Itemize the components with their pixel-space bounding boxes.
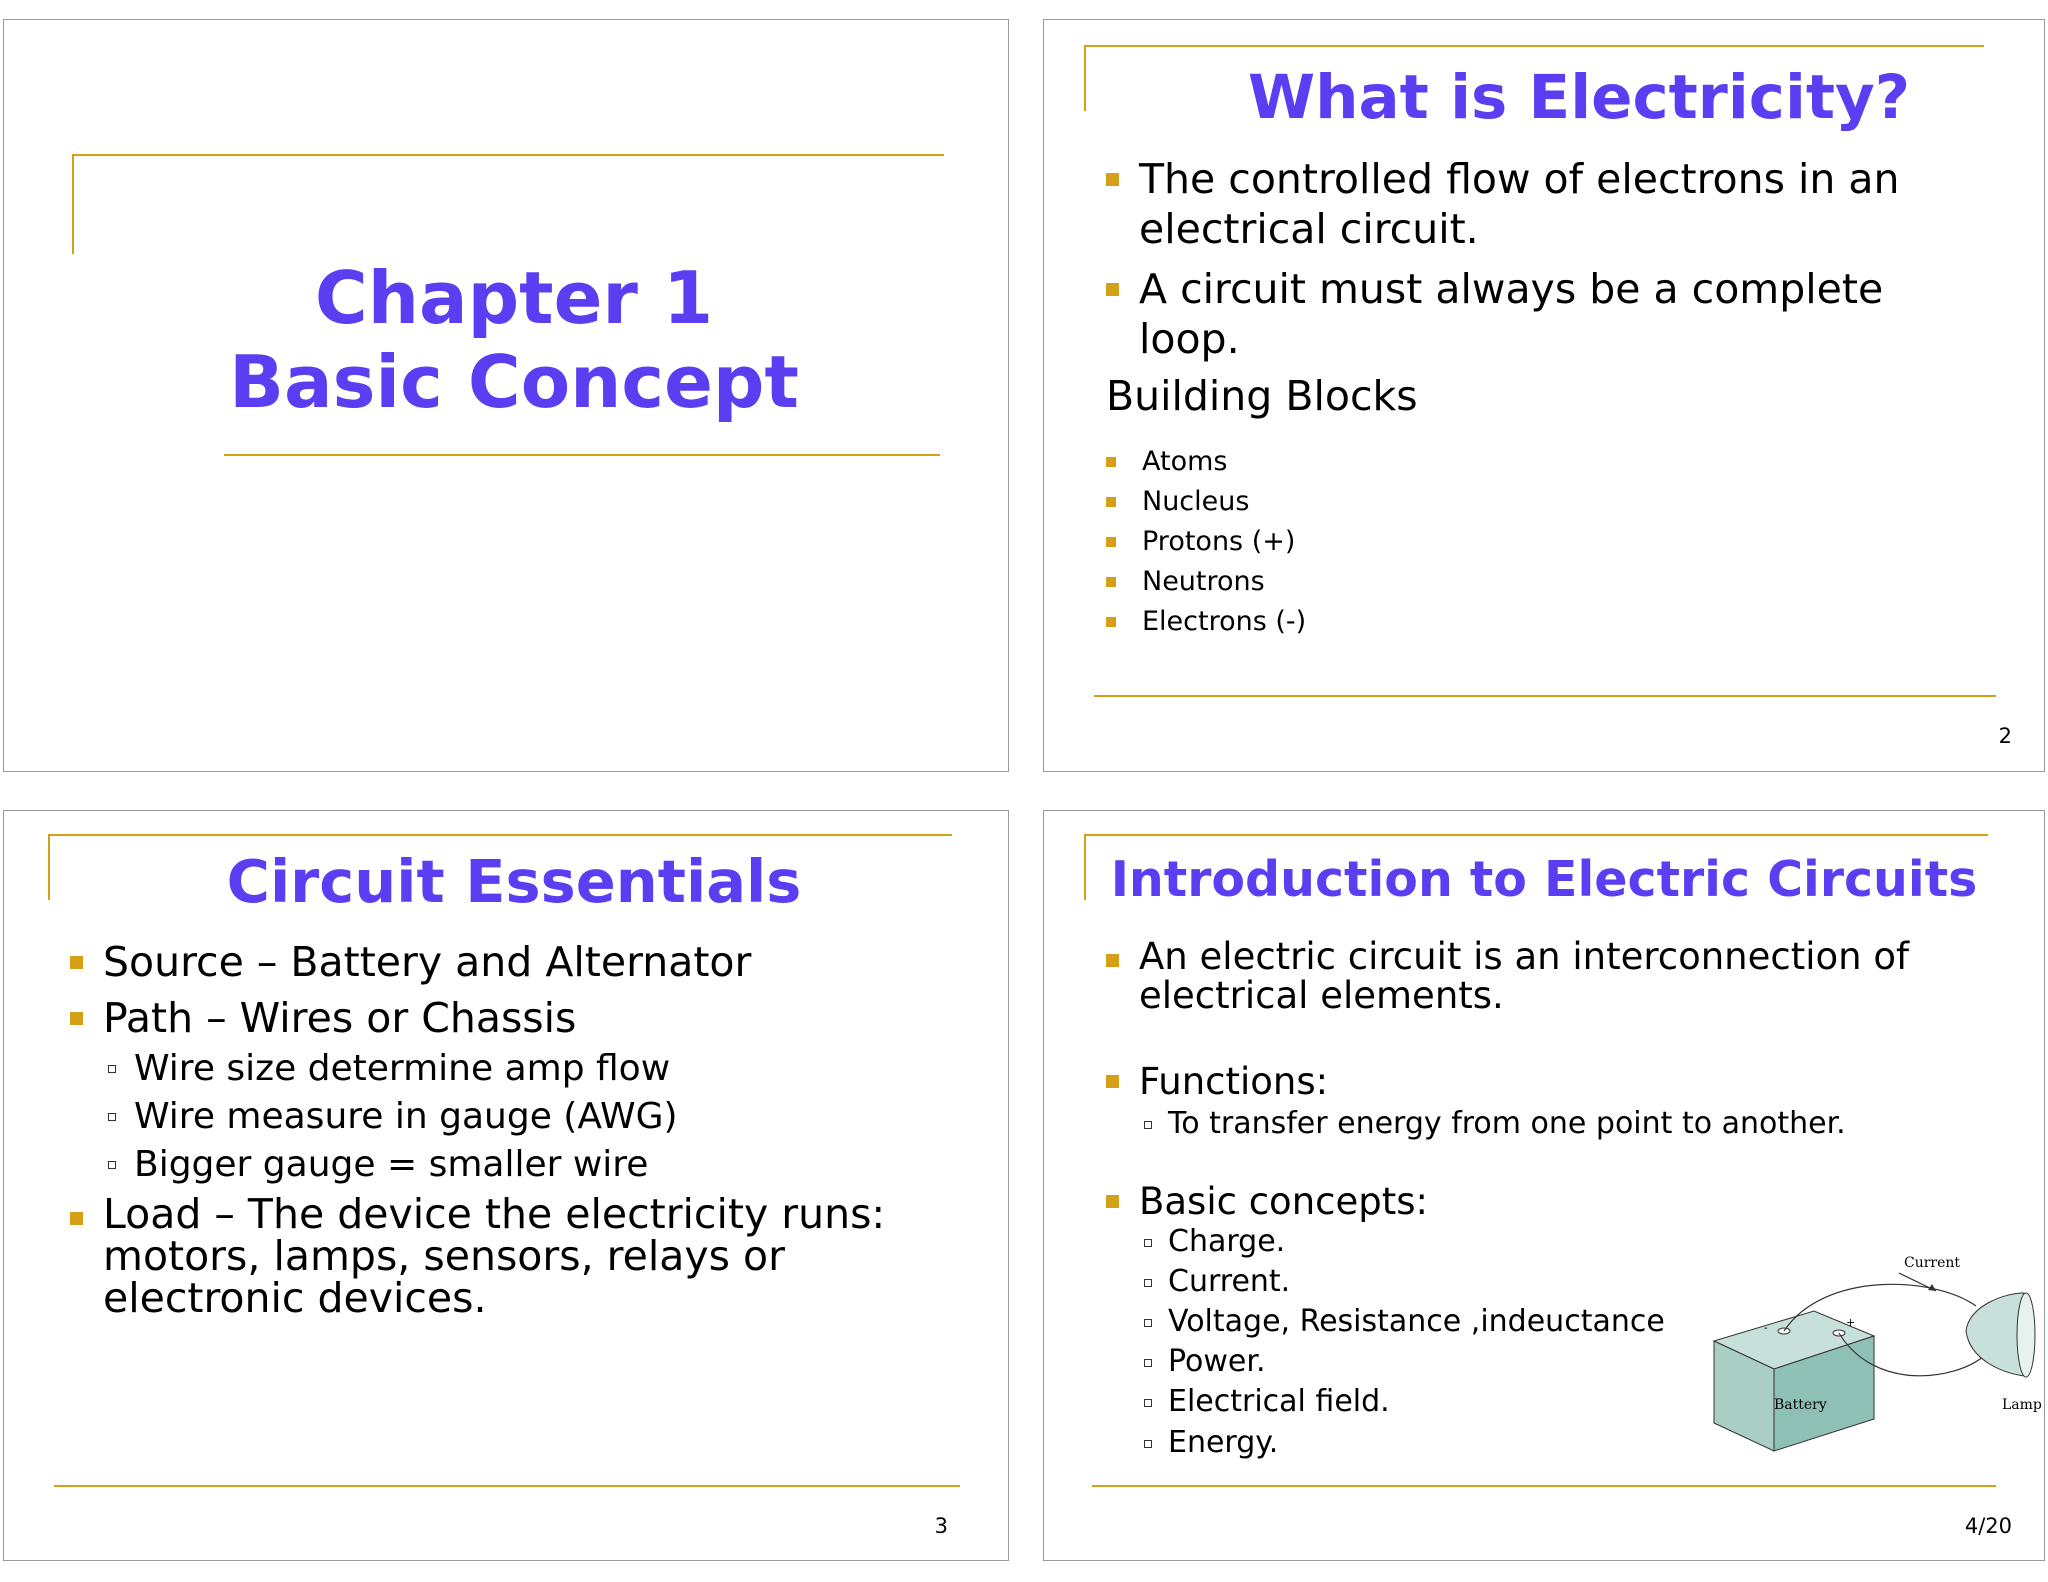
square-bullet-icon bbox=[1106, 577, 1116, 587]
list-item bbox=[1106, 565, 1265, 598]
decor-top-line bbox=[48, 834, 952, 836]
slide-1-title bbox=[134, 256, 894, 424]
list-item bbox=[1144, 1425, 1278, 1462]
bullet-text: Functions: bbox=[1139, 1060, 1329, 1103]
sub-bullet-text: Charge. bbox=[1168, 1224, 1286, 1259]
list-item bbox=[70, 993, 970, 1043]
block-text: Electrons (-) bbox=[1142, 606, 1307, 637]
square-bullet-icon bbox=[1106, 954, 1119, 967]
bullet-text: A circuit must always be a complete loop. bbox=[1139, 265, 1884, 364]
slide-1 bbox=[3, 19, 1009, 772]
slide-4 bbox=[1043, 810, 2045, 1561]
hollow-square-bullet-icon bbox=[1144, 1239, 1152, 1247]
hollow-square-bullet-icon bbox=[1144, 1359, 1152, 1367]
hollow-square-bullet-icon bbox=[1144, 1440, 1152, 1448]
slide-4-title: Introduction to Electric Circuits bbox=[1110, 851, 1978, 908]
decor-top-line bbox=[72, 154, 944, 156]
hollow-square-bullet-icon bbox=[1144, 1279, 1152, 1287]
block-text: Nucleus bbox=[1142, 486, 1250, 517]
square-bullet-icon bbox=[70, 956, 83, 969]
sub-bullet-text: Energy. bbox=[1168, 1425, 1279, 1460]
lamp-lens bbox=[2017, 1293, 2035, 1377]
list-item bbox=[108, 1143, 648, 1187]
page-number: 4/20 bbox=[1964, 1514, 2012, 1538]
hollow-square-bullet-icon bbox=[1144, 1319, 1152, 1327]
list-item bbox=[1144, 1304, 1704, 1341]
decor-bottom-line bbox=[1094, 695, 1996, 697]
hollow-square-bullet-icon bbox=[1144, 1399, 1152, 1407]
decor-top-line bbox=[1084, 45, 1984, 47]
title-line-1: Chapter 1 bbox=[314, 256, 714, 340]
sub-bullet-text: Electrical field. bbox=[1168, 1384, 1390, 1419]
square-bullet-icon bbox=[1106, 537, 1116, 547]
sub-bullet-text: Voltage, Resistance ,indeuctance bbox=[1168, 1304, 1665, 1339]
bullet-text: Basic concepts: bbox=[1139, 1180, 1428, 1223]
sub-bullet-text: Wire measure in gauge (AWG) bbox=[134, 1096, 678, 1137]
list-item bbox=[1106, 445, 1227, 478]
slide-3 bbox=[3, 810, 1009, 1561]
list-item bbox=[70, 937, 970, 987]
list-item bbox=[70, 1190, 950, 1323]
battery-lamp-figure bbox=[1704, 1251, 2044, 1471]
list-item bbox=[1106, 605, 1306, 638]
sub-bullet-text: Wire size determine amp flow bbox=[134, 1048, 671, 1089]
list-item bbox=[1106, 1179, 1428, 1225]
bullet-text: The controlled flow of electrons in an electrical circuit. bbox=[1139, 155, 1900, 254]
hollow-square-bullet-icon bbox=[1144, 1121, 1152, 1129]
decor-left-line bbox=[72, 154, 74, 254]
square-bullet-icon bbox=[1106, 457, 1116, 467]
square-bullet-icon bbox=[1106, 1075, 1119, 1088]
block-text: Atoms bbox=[1142, 446, 1228, 477]
sub-bullet-text: Current. bbox=[1168, 1264, 1291, 1299]
decor-bottom-line bbox=[224, 454, 940, 456]
sub-bullet-text: Bigger gauge = smaller wire bbox=[134, 1144, 649, 1185]
list-item bbox=[1106, 154, 1986, 255]
lamp-label: Lamp bbox=[2002, 1397, 2042, 1413]
list-item bbox=[1144, 1264, 1290, 1301]
list-item bbox=[1144, 1224, 1285, 1261]
decor-left-line bbox=[48, 834, 50, 900]
bullet-text: Load – The device the electricity runs: motors, lamps, sensors, relays or electronic devices. bbox=[103, 1190, 886, 1323]
hollow-square-bullet-icon bbox=[108, 1161, 116, 1169]
slide-3-title: Circuit Essentials bbox=[226, 847, 802, 916]
square-bullet-icon bbox=[1106, 497, 1116, 507]
list-item bbox=[1144, 1384, 1390, 1421]
sub-bullet-text: Power. bbox=[1168, 1344, 1266, 1379]
square-bullet-icon bbox=[70, 1012, 83, 1025]
list-item bbox=[1144, 1106, 1846, 1143]
current-label: Current bbox=[1904, 1255, 1961, 1271]
minus-label: - bbox=[1764, 1321, 1768, 1334]
block-text: Protons (+) bbox=[1142, 526, 1296, 557]
square-bullet-icon bbox=[70, 1212, 83, 1225]
list-item bbox=[1106, 264, 1986, 365]
square-bullet-icon bbox=[1106, 1195, 1119, 1208]
hollow-square-bullet-icon bbox=[108, 1113, 116, 1121]
square-bullet-icon bbox=[1106, 617, 1116, 627]
decor-bottom-line bbox=[54, 1485, 960, 1487]
slide-2 bbox=[1043, 19, 2045, 772]
title-line-2: Basic Concept bbox=[229, 340, 799, 424]
page-number: 2 bbox=[1998, 724, 2012, 748]
square-bullet-icon bbox=[1106, 173, 1119, 186]
list-item bbox=[108, 1095, 678, 1139]
decor-top-line bbox=[1084, 834, 1988, 836]
bullet-text: Path – Wires or Chassis bbox=[103, 994, 577, 1042]
block-text: Neutrons bbox=[1142, 566, 1265, 597]
slide-2-title: What is Electricity? bbox=[1247, 62, 1911, 133]
list-item bbox=[1106, 525, 1295, 558]
list-item bbox=[1106, 935, 1986, 1017]
hollow-square-bullet-icon bbox=[108, 1065, 116, 1073]
subheading: Building Blocks bbox=[1106, 372, 1418, 420]
list-item bbox=[1106, 485, 1249, 518]
list-item bbox=[1144, 1344, 1266, 1381]
battery-label: Battery bbox=[1774, 1397, 1827, 1413]
page-number: 3 bbox=[934, 1514, 948, 1538]
sub-bullet-text: To transfer energy from one point to another. bbox=[1168, 1106, 1846, 1141]
bullet-text: Source – Battery and Alternator bbox=[103, 938, 752, 986]
list-item bbox=[1106, 1059, 1328, 1105]
decor-left-line bbox=[1084, 45, 1086, 111]
list-item bbox=[108, 1047, 670, 1091]
bullet-text: An electric circuit is an interconnection of electrical elements. bbox=[1139, 935, 1910, 1017]
decor-bottom-line bbox=[1092, 1485, 1996, 1487]
plus-label: + bbox=[1846, 1316, 1856, 1329]
square-bullet-icon bbox=[1106, 283, 1119, 296]
